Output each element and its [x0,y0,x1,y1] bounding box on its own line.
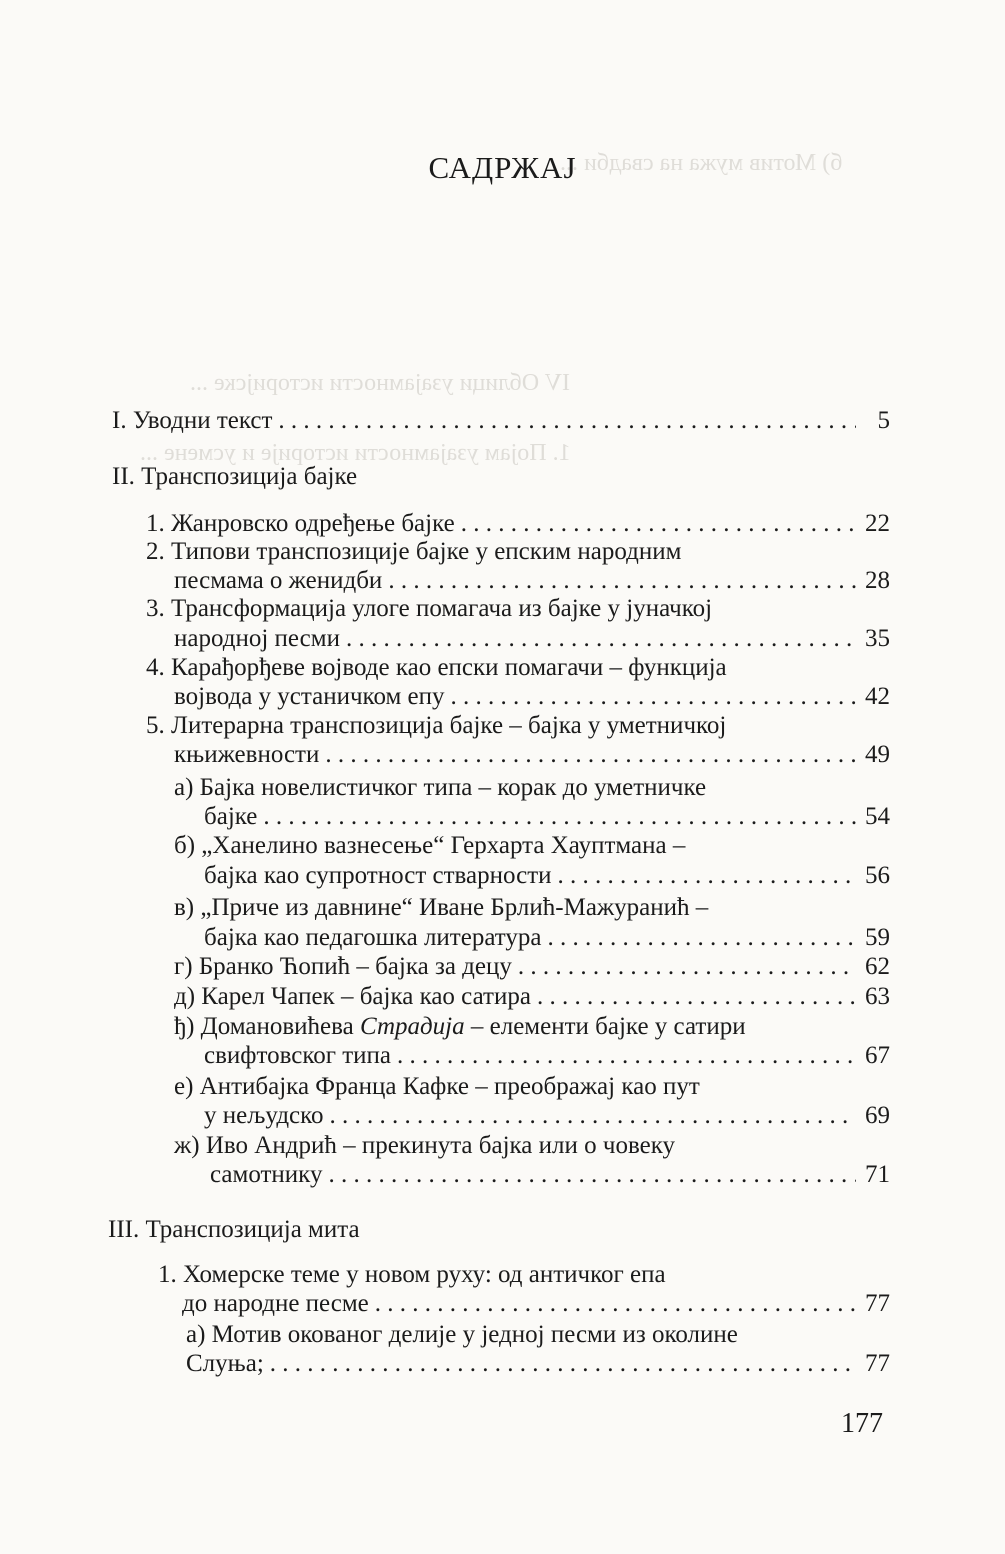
toc-entry: до народне песме . . . 77 [182,1289,890,1319]
leader-dots [263,802,856,832]
leader-dots [558,861,857,891]
leader-dots [330,1101,856,1131]
toc-entry: самотнику . . . 71 [210,1160,890,1190]
page-ref: 42 [865,683,890,710]
toc-entry: бајка као педагошка литература . . . 59 [204,923,890,953]
toc-entry-line: а) Бајка новелистичког типа – корак до уметничке [174,774,707,801]
leader-dots [375,1289,856,1319]
toc-entry: Слуња; . . . 77 [186,1349,890,1379]
toc-entry: I. Уводни текст . . . 5 [112,406,890,436]
leader-dots [518,952,856,982]
leader-dots [547,923,856,953]
toc-entry-line: 1. Хомерске теме у новом руху: од античког епа [158,1261,666,1288]
leader-dots [325,740,856,770]
toc-entry-line: ж) Иво Андрић – прекинута бајка или о човеку [174,1132,676,1159]
page-ref: 54 [865,803,890,830]
leader-dots [278,406,856,436]
toc-entry-line: 4. Карађорђеве војводе као епски помагачи – функција [146,654,727,681]
toc-entry-line: б) „Ханелино вазнесење“ Герхарта Хауптмана – [174,832,686,859]
leader-dots [537,982,856,1012]
toc-entry-line: 3. Трансформација улоге помагача из бајке у јуначкој [146,595,713,622]
page-ref: 77 [865,1290,890,1317]
leader-dots [451,682,856,712]
toc-entry: књижевности . . . 49 [174,740,890,770]
toc-entry-line: 5. Литерарна транспозиција бајке – бајка у уметничкој [146,712,727,739]
italic-title: Страдија [359,1013,465,1040]
page-ref: 67 [865,1042,890,1069]
show-through-text: IV Облици узајамности историјске ... [190,370,570,396]
toc-entry: песмама о женидби . . . 28 [174,566,890,596]
page-ref: 59 [865,924,890,951]
page-ref: 56 [865,862,890,889]
toc-entry-line: а) Мотив окованог делије у једној песми из околине [186,1321,738,1348]
page-ref: 5 [877,407,890,434]
page-ref: 77 [865,1350,890,1377]
toc-entry: народној песми . . . 35 [174,624,890,654]
toc-entry: 1. Жанровско одређење бајке . . . 22 [146,509,890,539]
page-title: САДРЖАЈ [428,150,577,185]
page-ref: 71 [865,1161,890,1188]
toc-entry: у нељудско . . . 69 [204,1101,890,1131]
page-ref: 69 [865,1102,890,1129]
toc-entry: војвода у устаничком епу . . . 42 [174,682,890,712]
leader-dots [328,1160,856,1190]
toc-entry-line: ђ) Домановићева Страдија – елементи бајке у сатири [174,1013,746,1040]
page-ref: 35 [865,625,890,652]
leader-dots [270,1349,856,1379]
show-through-text: б) Мотив мужа на свадби ... [560,150,843,176]
leader-dots [397,1041,856,1071]
section-heading: III. Транспозиција мита [108,1216,360,1243]
toc-entry: бајка као супротност стварности . . . 56 [204,861,890,891]
leader-dots [388,566,856,596]
toc-entry: г) Бранко Ћопић – бајка за децу . . . 62 [174,952,890,982]
toc-entry: свифтовског типа . . . 67 [204,1041,890,1071]
page-ref: 63 [865,983,890,1010]
page-number: 177 [841,1408,883,1439]
toc-entry-line: в) „Приче из давнине“ Иване Брлић-Мажуранић – [174,894,709,921]
leader-dots [461,509,856,539]
page-ref: 28 [865,567,890,594]
toc-entry: бајке . . . 54 [204,802,890,832]
show-through-text: 1. Појам узајамности историје и усмене ... [140,440,571,466]
page-ref: 62 [865,953,890,980]
toc-entry-line: 2. Типови транспозиције бајке у епским народним [146,538,682,565]
leader-dots [346,624,856,654]
page-ref: 22 [865,510,890,537]
page-ref: 49 [865,741,890,768]
toc-entry-line: е) Антибајка Франца Кафке – преображај као пут [174,1073,700,1100]
section-heading: II. Транспозиција бајке [112,463,358,490]
toc-entry: д) Карел Чапек – бајка као сатира . . . 63 [174,982,890,1012]
